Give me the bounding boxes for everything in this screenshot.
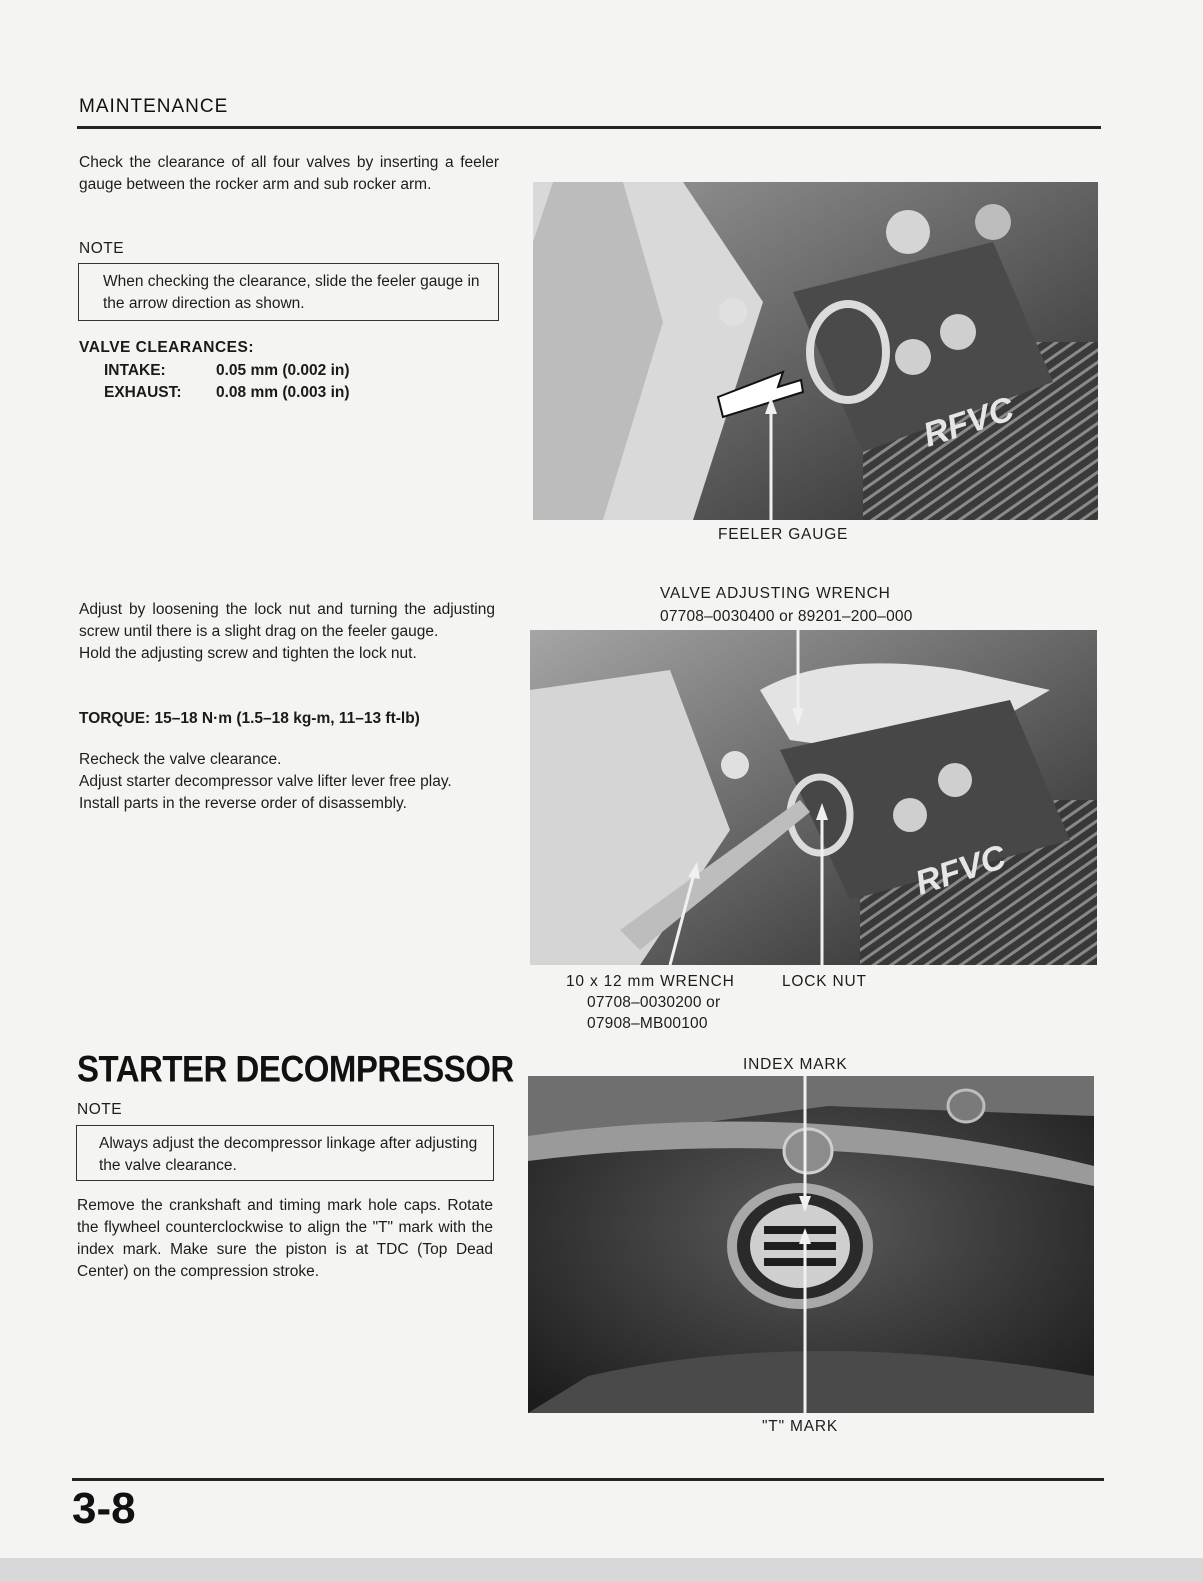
- starter-body: Remove the crankshaft and timing mark hole caps. Rotate the flywheel counterclockwise to align the "T" mark with the index mark. Make sure the piston is at TDC (Top Dead Center) on the compression stroke.: [77, 1197, 493, 1280]
- scan-edge: [0, 1558, 1203, 1582]
- recheck-line-2: Adjust starter decompressor valve lifter lever free play.: [79, 773, 452, 790]
- valve-clearances-title: VALVE CLEARANCES:: [79, 339, 254, 356]
- note-label: NOTE: [79, 240, 125, 257]
- intake-value: 0.05 mm (0.002 in): [216, 362, 350, 379]
- timing-mark-photo: [528, 1076, 1094, 1413]
- note-text: When checking the clearance, slide the feeler gauge in the arrow direction as shown.: [103, 273, 480, 312]
- tool-title: VALVE ADJUSTING WRENCH: [660, 585, 891, 602]
- intake-label: INTAKE:: [104, 362, 166, 379]
- valve-adjusting-photo: [530, 630, 1097, 965]
- page-number: 3-8: [72, 1484, 136, 1533]
- adjust-line-2: Hold the adjusting screw and tighten the lock nut.: [79, 645, 417, 662]
- exhaust-spec: [104, 382, 350, 404]
- footer-rule: [72, 1478, 1104, 1481]
- recheck-line-3: Install parts in the reverse order of disassembly.: [79, 795, 407, 812]
- wrench-label: 10 x 12 mm WRENCH: [566, 973, 735, 990]
- exhaust-label: EXHAUST:: [104, 384, 182, 401]
- starter-note-box: [76, 1125, 494, 1181]
- starter-note-text: Always adjust the decompressor linkage after adjusting the valve clearance.: [99, 1135, 478, 1174]
- exhaust-value: 0.08 mm (0.003 in): [216, 384, 350, 401]
- recheck-text: [79, 749, 495, 815]
- valve-check-intro: Check the clearance of all four valves by inserting a feeler gauge between the rocker arm and sub rocker arm.: [79, 154, 499, 193]
- starter-decompressor-heading: STARTER DECOMPRESSOR: [77, 1048, 514, 1090]
- lock-nut-label: LOCK NUT: [782, 973, 867, 990]
- starter-note-label: NOTE: [77, 1101, 123, 1118]
- rfvc-logo-1: RFVC: [918, 389, 1019, 455]
- t-mark-label: "T" MARK: [762, 1418, 838, 1435]
- section-header: MAINTENANCE: [79, 96, 229, 117]
- adjust-text: [79, 599, 495, 665]
- torque-spec: TORQUE: 15–18 N·m (1.5–18 kg-m, 11–13 ft-lb): [79, 710, 420, 727]
- feeler-gauge-caption: FEELER GAUGE: [718, 526, 849, 543]
- wrench-number-2: 07908–MB00100: [587, 1015, 708, 1032]
- header-rule: [77, 126, 1101, 129]
- tool-number: 07708–0030400 or 89201–200–000: [660, 608, 913, 625]
- feeler-gauge-photo: [533, 182, 1098, 520]
- intake-spec: [104, 360, 350, 382]
- index-mark-label: INDEX MARK: [743, 1056, 848, 1073]
- note-box: [78, 263, 499, 321]
- recheck-line-1: Recheck the valve clearance.: [79, 751, 282, 768]
- wrench-number-1: 07708–0030200 or: [587, 994, 721, 1011]
- adjust-line-1: Adjust by loosening the lock nut and turning the adjusting screw until there is a slight drag on the feeler gauge.: [79, 601, 495, 640]
- rfvc-logo-2: RFVC: [910, 837, 1011, 903]
